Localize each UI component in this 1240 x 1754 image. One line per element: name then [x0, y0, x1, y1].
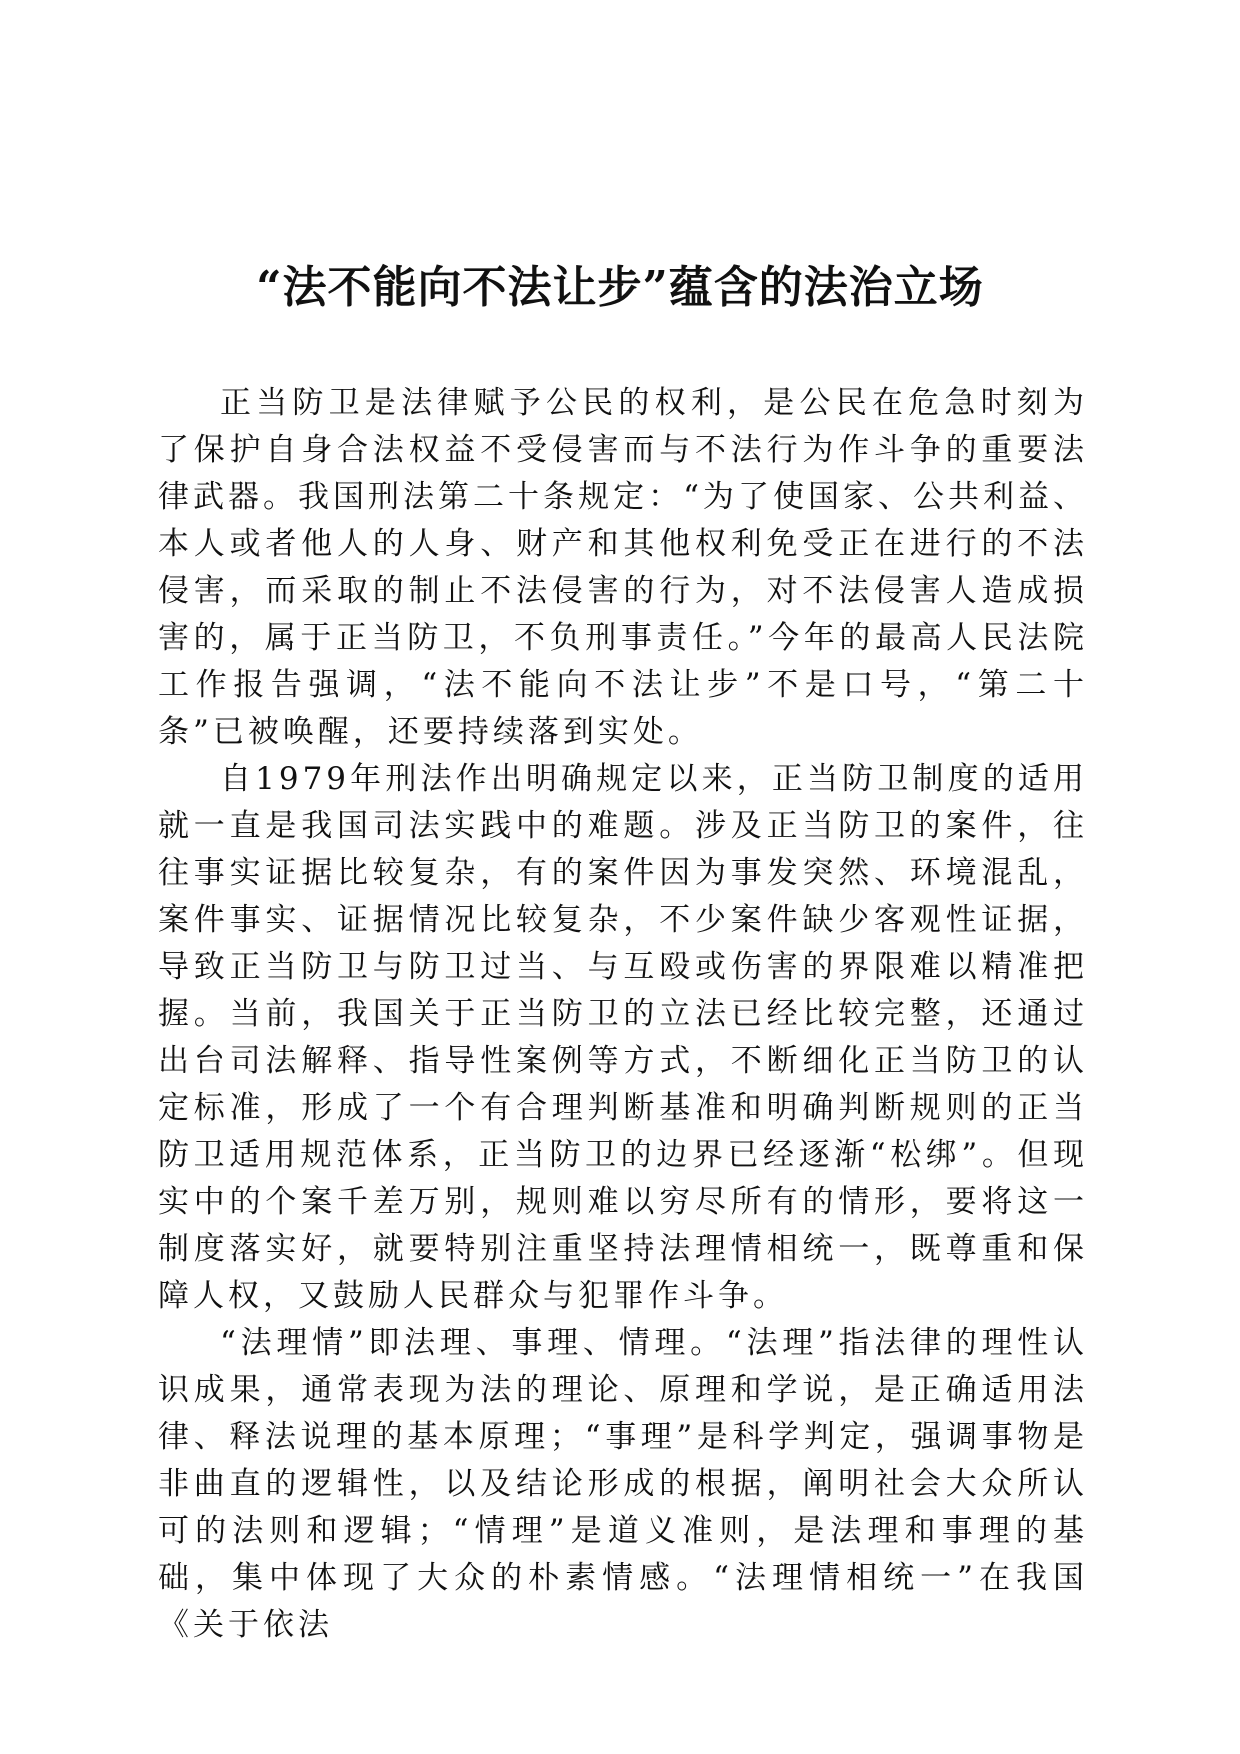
paragraph-1: 正当防卫是法律赋予公民的权利，是公民在危急时刻为了保护自身合法权益不受侵害而与不法行为作斗争的重要法律武器。我国刑法第二十条规定：“为了使国家、公共利益、本人或者他人的人身、财产和其他权利免受正在进行的不法侵害，而采取的制止不法侵害的行为，对不法侵害人造成损害的，属于正当防卫，不负刑事责任。”今年的最高人民法院工作报告强调，“法不能向不法让步”不是口号，“第二十条”已被唤醒，还要持续落到实处。: [158, 385, 1088, 750]
paragraph-2: 自1979年刑法作出明确规定以来，正当防卫制度的适用就一直是我国司法实践中的难题。涉及正当防卫的案件，往往事实证据比较复杂，有的案件因为事发突然、环境混乱，案件事实、证据情况比较复杂，不少案件缺少客观性证据，导致正当防卫与防卫过当、与互殴或伤害的界限难以精准把握。当前，我国关于正当防卫的立法已经比较完整，还通过出台司法解释、指导性案例等方式，不断细化正当防卫的认定标准，形成了一个有合理判断基准和明确判断规则的正当防卫适用规范体系，正当防卫的边界已经逐渐“松绑”。但现实中的个案千差万别，规则难以穷尽所有的情形，要将这一制度落实好，就要特别注重坚持法理情相统一，既尊重和保障人权，又鼓励人民群众与犯罪作斗争。: [158, 761, 1088, 1314]
page-title: “法不能向不法让步”蕴含的法治立场: [256, 262, 984, 313]
article-body: [158, 380, 1088, 1649]
paragraph-3: “法理情”即法理、事理、情理。“法理”指法律的理性认识成果，通常表现为法的理论、原理和学说，是正确适用法律、释法说理的基本原理；“事理”是科学判定，强调事物是非曲直的逻辑性，以及结论形成的根据，阐明社会大众所认可的法则和逻辑；“情理”是道义准则，是法理和事理的基础，集中体现了大众的朴素情感。“法理情相统一”在我国《关于依法: [158, 1325, 1088, 1643]
